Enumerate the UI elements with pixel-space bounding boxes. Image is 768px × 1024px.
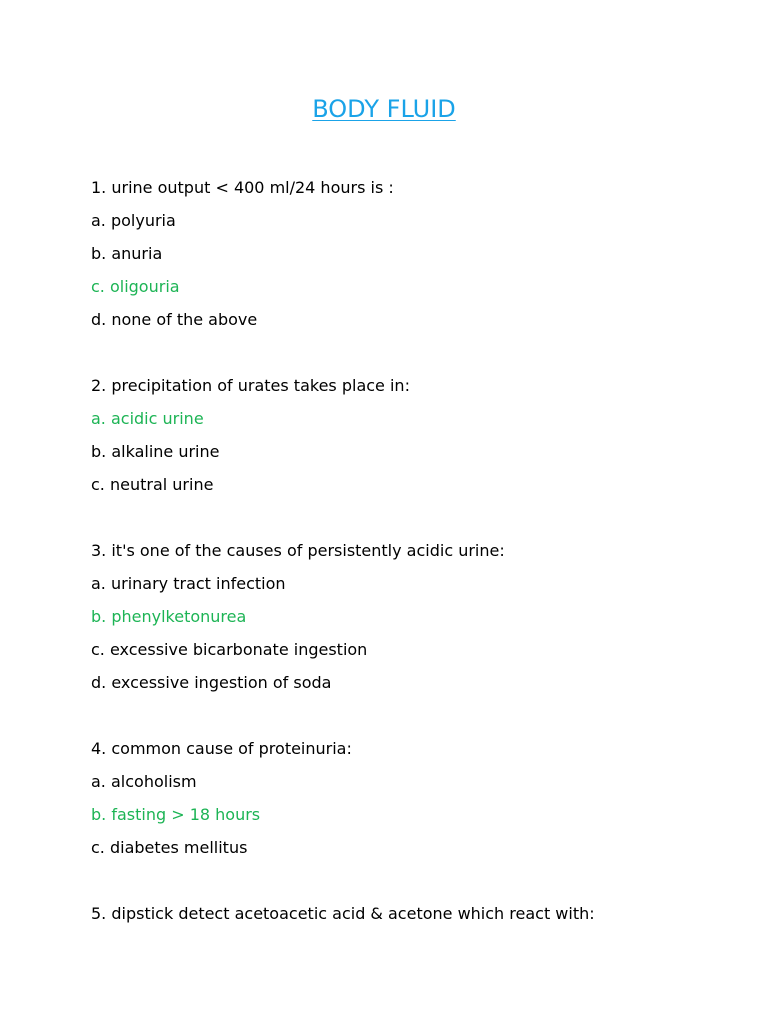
correct-option: b. phenylketonurea (91, 607, 247, 626)
option: c. excessive bicarbonate ingestion (91, 640, 368, 659)
question-text: 2. precipitation of urates takes place in: (91, 376, 410, 395)
question-1 (91, 171, 731, 336)
option: d. none of the above (91, 310, 258, 329)
option: a. polyuria (91, 211, 176, 230)
correct-option: a. acidic urine (91, 409, 204, 428)
question-text: 1. urine output < 400 ml/24 hours is : (91, 178, 394, 197)
question-5 (91, 897, 731, 930)
correct-option: b. fasting > 18 hours (91, 805, 261, 824)
option: b. anuria (91, 244, 163, 263)
document-title (0, 94, 768, 124)
document-title-text: BODY FLUID (312, 95, 456, 123)
question-list (91, 171, 731, 963)
question-text: 5. dipstick detect acetoacetic acid & acetone which react with: (91, 904, 595, 923)
correct-option: c. oligouria (91, 277, 180, 296)
question-2 (91, 369, 731, 501)
option: d. excessive ingestion of soda (91, 673, 332, 692)
option: b. alkaline urine (91, 442, 220, 461)
question-text: 3. it's one of the causes of persistently acidic urine: (91, 541, 505, 560)
option: a. urinary tract infection (91, 574, 286, 593)
option: c. diabetes mellitus (91, 838, 248, 857)
option: c. neutral urine (91, 475, 214, 494)
question-3 (91, 534, 731, 699)
question-text: 4. common cause of proteinuria: (91, 739, 352, 758)
question-4 (91, 732, 731, 864)
option: a. alcoholism (91, 772, 197, 791)
